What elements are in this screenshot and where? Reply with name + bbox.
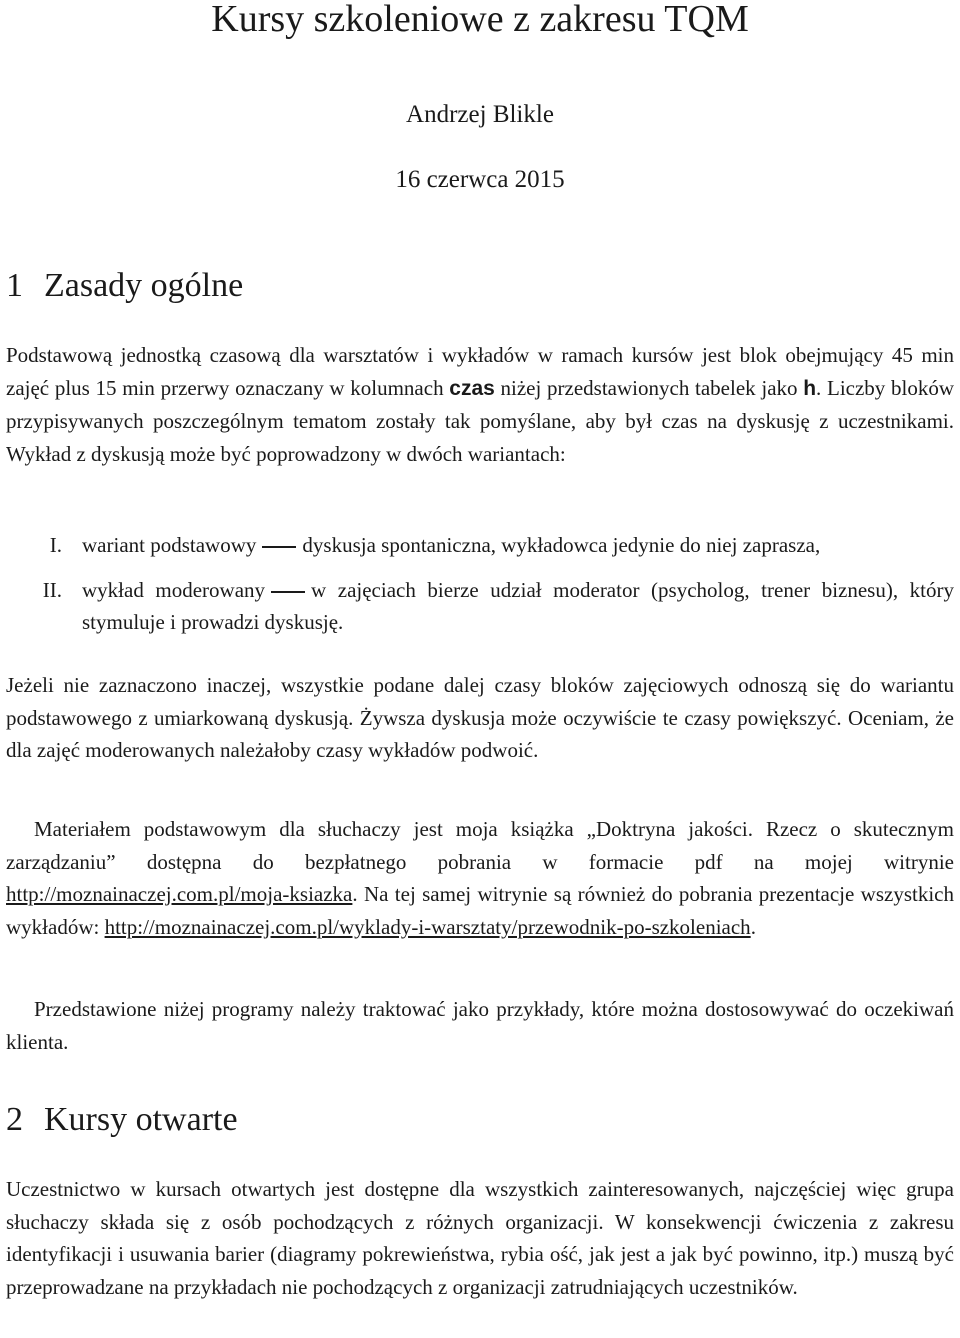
list-marker: I. (49, 533, 62, 557)
link-moja-ksiazka[interactable]: http://moznainaczej.com.pl/moja-ksiazka (6, 882, 353, 907)
list-text: w zajęciach bierze udział moderator (psycholog, trener biznesu), który stymuluje i prowadzi dyskusję. (82, 577, 954, 635)
p1-text-a: Podstawową jednostką czasową dla warsztatów i wykładów w ramach kursów jest blok obejmujący 45 min zajęć plus 15 min przerwy oznaczany w kolumnach (6, 343, 954, 400)
list-item (6, 529, 954, 562)
section-1-paragraph-1 (6, 339, 954, 470)
section-1-paragraph-3 (6, 813, 954, 943)
section-2-paragraph-1: Uczestnictwo w kursach otwartych jest dostępne dla wszystkich zainteresowanych, najczęściej więc grupa słuchaczy składa się z osób pochodzących z różnych organizacji. W konsekwencji ćwiczenia z zakresu identyfikacji i usuwania barier (diagramy pokrewieństwa, rybia ość, jak jest a jak być powinno, itp.) muszą być przeprowadzane na przykładach nie pochodzących z organizacji zatrudniających uczestników. (6, 1177, 954, 1299)
p3-text-b: . Na tej samej witrynie są również do pobrania prezentacje wszystkich wykładów: (6, 882, 954, 939)
list-term: wariant podstawowy (82, 533, 257, 557)
em-dash (271, 591, 305, 593)
list-term: wykład moderowany (82, 577, 266, 602)
section-2-title: Kursy otwarte (44, 1101, 238, 1138)
document-author: Andrzej Blikle (406, 101, 554, 128)
em-dash (262, 546, 296, 548)
p3-text-a: Materiałem podstawowym dla słuchaczy jest moja książka „Doktryna jakości. Rzecz o skutecznym zarządzaniu” dostępna do bezpłatnego pobrania w formacie pdf na mojej witrynie (6, 817, 954, 874)
section-2-heading (6, 1099, 238, 1141)
section-1-heading (6, 265, 243, 307)
code-h: h (803, 376, 817, 400)
list-item (6, 574, 954, 639)
p1-text-b: niżej przedstawionych tabelek jako (494, 375, 804, 400)
section-1-paragraph-2: Jeżeli nie zaznaczono inaczej, wszystkie podane dalej czasy bloków zajęciowych odnoszą się do wariantu podstawowego z umiarkowaną dyskusją. Żywsza dyskusja może oczywiście te czasy powiększyć. Oceniam, że dla zajęć moderowanych należałoby czasy wykładów podwoić. (6, 673, 954, 763)
section-2-number: 2 (6, 1101, 23, 1138)
list-marker: II. (42, 577, 62, 602)
code-czas: czas (449, 376, 495, 400)
p3-text-c: . (750, 914, 756, 939)
section-1-number: 1 (6, 267, 23, 304)
list-text: dyskusja spontaniczna, wykładowca jedynie do niej zaprasza, (302, 533, 821, 557)
p1-text-c: . Liczby bloków przypisywanych poszczególnym tematom zostały tak pomyślane, aby był czas na dyskusję z uczestnikami. Wykład z dyskusją może być poprowadzony w dwóch wariantach: (6, 375, 955, 466)
link-przewodnik-po-szkoleniach[interactable]: http://moznainaczej.com.pl/wyklady-i-warsztaty/przewodnik-po-szkoleniach (104, 914, 751, 939)
variant-list (6, 529, 954, 639)
document-title: Kursy szkoleniowe z zakresu TQM (211, 0, 749, 40)
document-date: 16 czerwca 2015 (395, 166, 565, 193)
section-1-paragraph-4: Przedstawione niżej programy należy traktować jako przykłady, które można dostosowywać do oczekiwań klienta. (6, 997, 954, 1054)
section-1-title: Zasady ogólne (44, 267, 244, 304)
